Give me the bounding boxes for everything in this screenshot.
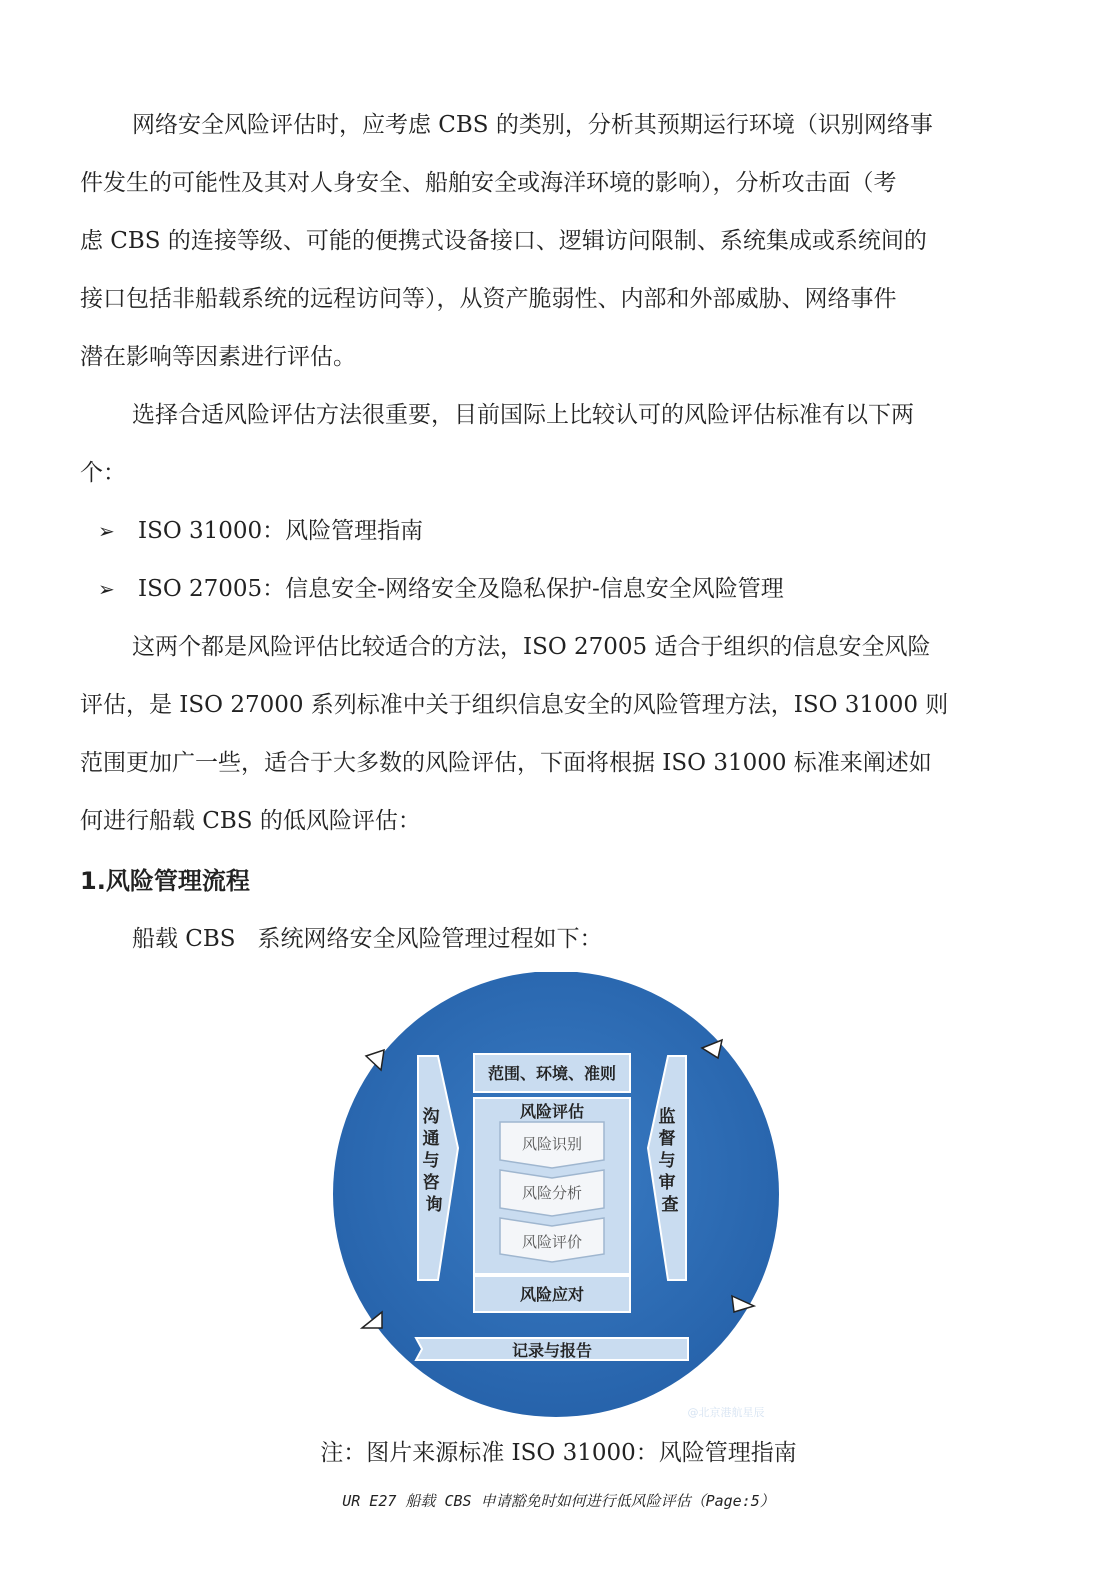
text-line: 接口包括非船载系统的远程访问等），从资产脆弱性、内部和外部威胁、网络事件 <box>80 286 897 312</box>
page-footer: UR E27 船载 CBS 申请豁免时如何进行低风险评估（Page:5） <box>342 1492 775 1510</box>
arrow-bullet-icon: ➢ <box>98 519 115 543</box>
treatment-label: 风险应对 <box>519 1285 585 1304</box>
text-line: 虑 CBS 的连接等级、可能的便携式设备接口、逻辑访问限制、系统集成或系统间的 <box>80 228 927 254</box>
bullet-item <box>98 560 784 618</box>
monitoring-label: 监 督 与 审 查 <box>658 1107 679 1215</box>
identification-label: 风险识别 <box>521 1135 583 1153</box>
arrow-bullet-icon: ➢ <box>98 577 115 601</box>
text-line: 选择合适风险评估方法很重要，目前国际上比较认可的风险评估标准有以下两 <box>132 402 914 428</box>
scope-label: 范围、环境、准则 <box>487 1064 617 1083</box>
figure-caption: 注：图片来源标准 ISO 31000：风险管理指南 <box>320 1440 797 1466</box>
communication-label: 沟 通 与 咨 询 <box>422 1107 443 1215</box>
paragraph-2 <box>80 386 1020 502</box>
text-line: 这两个都是风险评估比较适合的方法，ISO 27005 适合于组织的信息安全风险 <box>132 634 931 660</box>
analysis-label: 风险分析 <box>521 1184 583 1202</box>
text-line: 范围更加广一些，适合于大多数的风险评估，下面将根据 ISO 31000 标准来阐述如 <box>80 750 932 776</box>
bullet-item <box>98 502 423 560</box>
watermark: @北京港航星辰 <box>687 1406 765 1419</box>
text-line: 个： <box>80 460 126 486</box>
text-line: 何进行船载 CBS 的低风险评估： <box>80 808 421 834</box>
bullet-text: ISO 31000：风险管理指南 <box>138 518 424 544</box>
risk-management-diagram <box>326 972 786 1428</box>
section-heading: 1.风险管理流程 <box>80 867 250 895</box>
text-line: 件发生的可能性及其对人身安全、船舶安全或海洋环境的影响），分析攻击面（考 <box>80 170 897 196</box>
assessment-label: 风险评估 <box>519 1102 585 1121</box>
figure-intro: 船载 CBS 系统网络安全风险管理过程如下： <box>132 926 603 952</box>
paragraph-1 <box>80 96 1020 386</box>
text-line: 评估，是 ISO 27000 系列标准中关于组织信息安全的风险管理方法，ISO 31000 则 <box>80 692 949 718</box>
evaluation-label: 风险评价 <box>521 1233 583 1251</box>
paragraph-3 <box>80 618 1020 850</box>
text-line: 潜在影响等因素进行评估。 <box>80 344 356 370</box>
recording-label: 记录与报告 <box>511 1341 593 1360</box>
text-line: 网络安全风险评估时，应考虑 CBS 的类别，分析其预期运行环境（识别网络事 <box>132 112 933 138</box>
bullet-text: ISO 27005：信息安全-网络安全及隐私保护-信息安全风险管理 <box>138 576 784 602</box>
